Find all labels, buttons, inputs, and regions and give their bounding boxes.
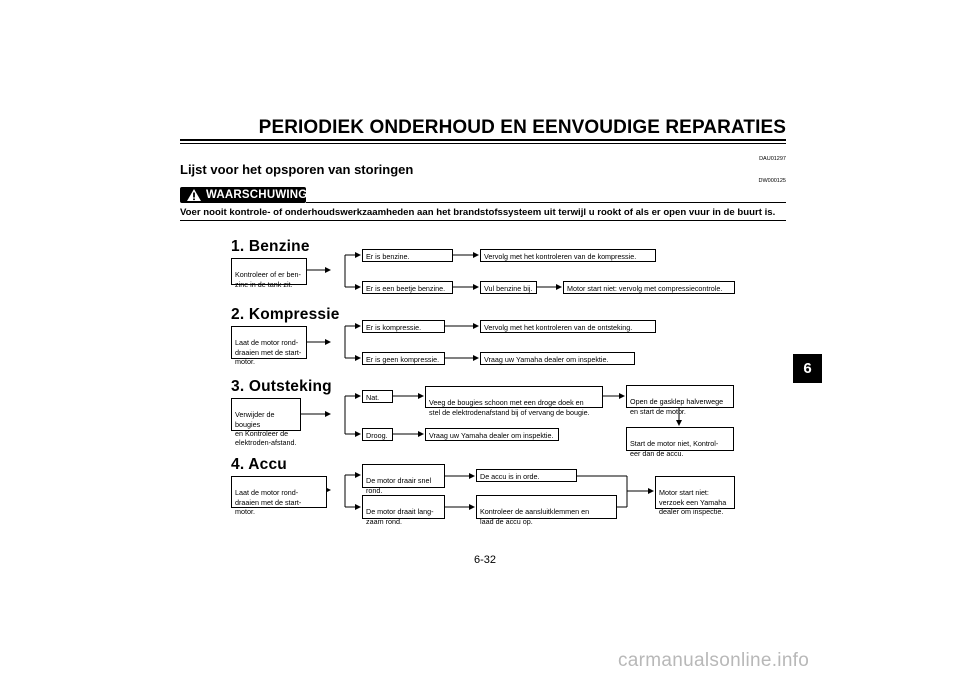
outsteking-wet-text: Nat. <box>366 393 380 402</box>
warning-label: WAARSCHUWING <box>206 189 308 201</box>
outsteking-wet-next-box <box>626 385 734 416</box>
warning-text: Voer nooit kontrole- of onderhoudswerkzaamheden aan het brandstofssysteem uit terwijl u rookt of als er open vuur in de buurt is. <box>180 207 776 218</box>
section-code: DAU01297 <box>759 156 786 162</box>
chapter-tab: 6 <box>793 354 822 383</box>
kompressie-yes-result-box <box>480 320 656 333</box>
kompressie-yes-result-text: Vervolg met het kontroleren van de ontsteking. <box>484 323 633 332</box>
benzine-start-text: Kontroleer of er ben- zine in de tank zit. <box>235 270 301 289</box>
benzine-no-result-text: Motor start niet: vervolg met compressiecontrole. <box>567 284 723 293</box>
step-benzine-heading: 1. Benzine <box>231 238 310 255</box>
accu-slow-action-text: Kontroleer de aansluitklemmen en laad de accu op. <box>480 507 590 526</box>
warning-code: DW000125 <box>758 178 786 184</box>
accu-final-text: Motor start niet: verzoek een Yamaha dealer om inspectie. <box>659 488 727 516</box>
benzine-no-action-text: Vul benzine bij. <box>484 284 533 293</box>
benzine-yes-result-text: Vervolg met het kontroleren van de kompressie. <box>484 252 637 261</box>
benzine-yes-text: Er is benzine. <box>366 252 410 261</box>
kompressie-yes-box <box>362 320 445 333</box>
page-header-title: PERIODIEK ONDERHOUD EN EENVOUDIGE REPARATIES <box>258 117 786 138</box>
benzine-no-action-box <box>480 281 537 294</box>
outsteking-wet-next-text: Open de gasklep halverwege en start de motor. <box>630 397 724 416</box>
accu-fast-result-box <box>476 469 577 482</box>
watermark: carmanualsonline.info <box>618 650 810 671</box>
accu-start-box <box>231 476 327 516</box>
accu-slow-box <box>362 495 445 526</box>
outsteking-wet-box <box>362 390 393 403</box>
accu-slow-text: De motor draait lang- zaam rond. <box>366 507 434 526</box>
kompressie-yes-text: Er is kompressie. <box>366 323 422 332</box>
outsteking-start-text: Verwijder de bougies en Kontroleer de elektroden-afstand. <box>235 410 297 448</box>
outsteking-start-box <box>231 398 301 448</box>
kompressie-no-result-text: Vraag uw Yamaha dealer om inspektie. <box>484 355 609 364</box>
outsteking-dry-result-text: Vraag uw Yamaha dealer om inspektie. <box>429 431 554 440</box>
kompressie-start-text: Laat de motor rond- draaien met de start- motor. <box>235 338 302 366</box>
step-accu-heading: 4. Accu <box>231 456 287 473</box>
step-kompressie-heading: 2. Kompressie <box>231 306 340 323</box>
benzine-yes-box <box>362 249 453 262</box>
accu-final-box <box>655 476 735 516</box>
step-outsteking-heading: 3. Outsteking <box>231 378 332 395</box>
benzine-no-result-box <box>563 281 735 294</box>
benzine-no-text: Er is een beetje benzine. <box>366 284 446 293</box>
benzine-no-box <box>362 281 453 294</box>
page-number: 6-32 <box>474 554 497 566</box>
accu-slow-action-box <box>476 495 617 526</box>
kompressie-start-box <box>231 326 307 366</box>
kompressie-no-result-box <box>480 352 635 365</box>
accu-start-text: Laat de motor rond- draaien met de start- motor. <box>235 488 302 516</box>
outsteking-wet-fail-box <box>626 427 734 458</box>
outsteking-wet-action-text: Veeg de bougies schoon met een droge doek en stel de elektrodenafstand bij of vervang de bougie. <box>429 398 590 417</box>
outsteking-wet-action-box <box>425 386 603 417</box>
benzine-start-box <box>231 258 307 289</box>
benzine-yes-result-box <box>480 249 656 262</box>
kompressie-no-box <box>362 352 445 365</box>
kompressie-no-text: Er is geen kompressie. <box>366 355 440 364</box>
accu-fast-result-text: De accu is in orde. <box>480 472 540 481</box>
accu-fast-box <box>362 464 445 495</box>
outsteking-dry-box <box>362 428 393 441</box>
outsteking-dry-text: Droog. <box>366 431 388 440</box>
accu-fast-text: De motor draair snel rond. <box>366 476 432 495</box>
outsteking-dry-result-box <box>425 428 559 441</box>
outsteking-wet-fail-text: Start de motor niet, Kontrol- eer dan de accu. <box>630 439 719 458</box>
section-title: Lijst voor het opsporen van storingen <box>180 162 414 177</box>
